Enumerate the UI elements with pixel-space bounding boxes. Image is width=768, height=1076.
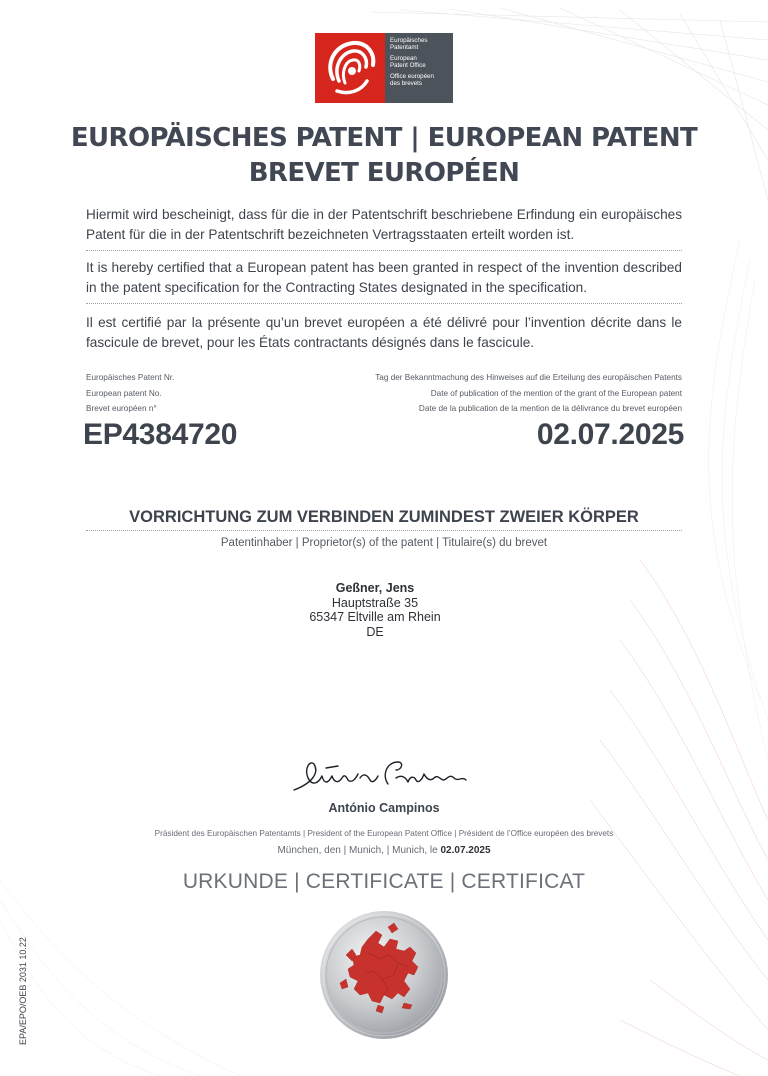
certification-text-fr: Il est certifié par la présente qu’un brevet européen a été délivré pour l’invention décrite dans le fascicule de brevet, pour les États contractants désignés dans le fascicule.	[86, 315, 682, 350]
label: Tag der Bekanntmachung des Hinweises auf die Erteilung des europäischen Patents	[375, 373, 682, 382]
document-type: URKUNDE | CERTIFICATE | CERTIFICAT	[182, 870, 586, 893]
certification-text-de: Hiermit wird bescheinigt, dass für die in der Patentschrift beschriebene Erfindung ein europäisches Patent für die in der Patentschrift bezeichneten Vertragsstaaten erteilt worden ist.	[86, 207, 682, 242]
signatory-role: Präsident des Europäischen Patentamts | President of the European Patent Office | Président de l’Office européen des brevets	[154, 829, 614, 838]
place-text: München, den | Munich, | Munich, le	[277, 845, 438, 856]
logo-line: des brevets	[390, 80, 422, 88]
publication-date: 02.07.2025	[536, 418, 684, 451]
epo-logo-text	[385, 33, 453, 103]
logo-line: Europäisches	[390, 37, 428, 44]
divider	[86, 250, 682, 251]
proprietor-country: DE	[366, 624, 384, 639]
divider	[86, 303, 682, 304]
epo-logo	[315, 33, 453, 103]
label: Europäisches Patent Nr.	[86, 373, 175, 382]
proprietor-street: Hauptstraße 35	[331, 595, 419, 610]
form-reference: EPA/EPO/OEB 2031 10.22	[18, 937, 28, 1045]
proprietor-address	[275, 581, 475, 639]
proprietor-label: Patentinhaber | Proprietor(s) of the patent | Titulaire(s) du brevet	[220, 537, 548, 549]
certificate-title: EUROPÄISCHES PATENT | EUROPEAN PATENT	[70, 123, 698, 153]
logo-line: Office européen	[390, 72, 434, 80]
patent-number-labels	[86, 370, 174, 417]
epo-logo-mark-icon	[315, 33, 385, 103]
invention-title: VORRICHTUNG ZUM VERBINDEN ZUMINDEST ZWEIER KÖRPER	[129, 508, 639, 526]
divider	[86, 530, 682, 531]
label: Brevet européen n°	[86, 404, 157, 413]
label: European patent No.	[86, 388, 162, 398]
eu-map-seal-icon	[318, 909, 450, 1041]
certification-text-en: It is hereby certified that a European patent has been granted in respect of the invention described in the patent specification for the Contracting States designated in the specification.	[86, 260, 682, 295]
signatory-name: António Campinos	[328, 801, 440, 815]
logo-line: European	[390, 54, 417, 62]
certificate-subtitle: BREVET EUROPÉEN	[248, 158, 520, 188]
proprietor-city: 65347 Eltville am Rhein	[309, 610, 441, 624]
label: Date of publication of the mention of the grant of the European patent	[430, 388, 682, 398]
label: Date de la publication de la mention de la délivrance du brevet européen	[418, 404, 682, 413]
signing-date: 02.07.2025	[440, 845, 491, 856]
proprietor-name: Geßner, Jens	[335, 581, 415, 595]
logo-line: Patent Office	[390, 62, 426, 70]
place-and-date	[0, 845, 768, 856]
handwritten-signature	[290, 754, 475, 796]
patent-number: EP4384720	[83, 418, 238, 451]
publication-date-labels	[375, 370, 682, 417]
logo-line: Patentamt	[390, 44, 419, 52]
